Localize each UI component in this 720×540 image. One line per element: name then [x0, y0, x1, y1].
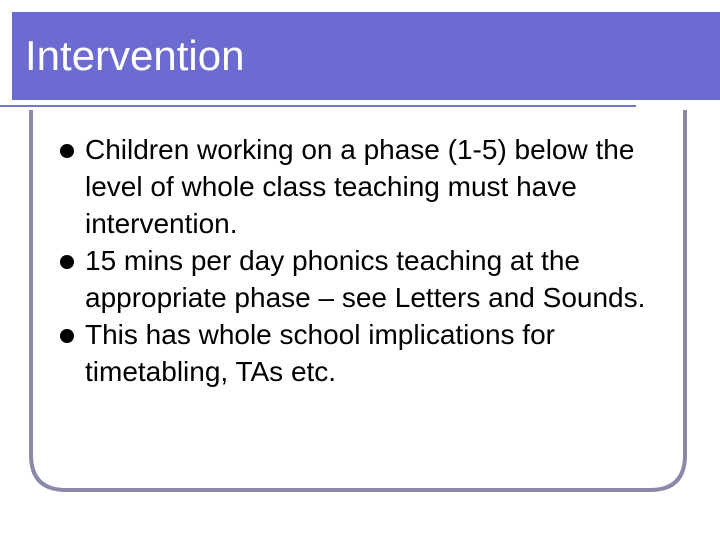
bullet-text: 15 mins per day phonics teaching at the appropriate phase – see Letters and Sounds. — [85, 245, 646, 313]
bullet-item — [60, 242, 680, 316]
bullet-item — [60, 131, 680, 242]
bullet-dot-icon — [60, 255, 74, 269]
bullet-item — [60, 316, 680, 390]
slide-title: Intervention — [25, 32, 245, 79]
bullet-dot-icon — [60, 144, 74, 158]
bullet-list — [60, 131, 680, 390]
bullet-text: Children working on a phase (1-5) below the level of whole class teaching must have intervention. — [85, 134, 635, 239]
bullet-text: This has whole school implications for timetabling, TAs etc. — [85, 319, 555, 387]
bullet-dot-icon — [60, 329, 74, 343]
